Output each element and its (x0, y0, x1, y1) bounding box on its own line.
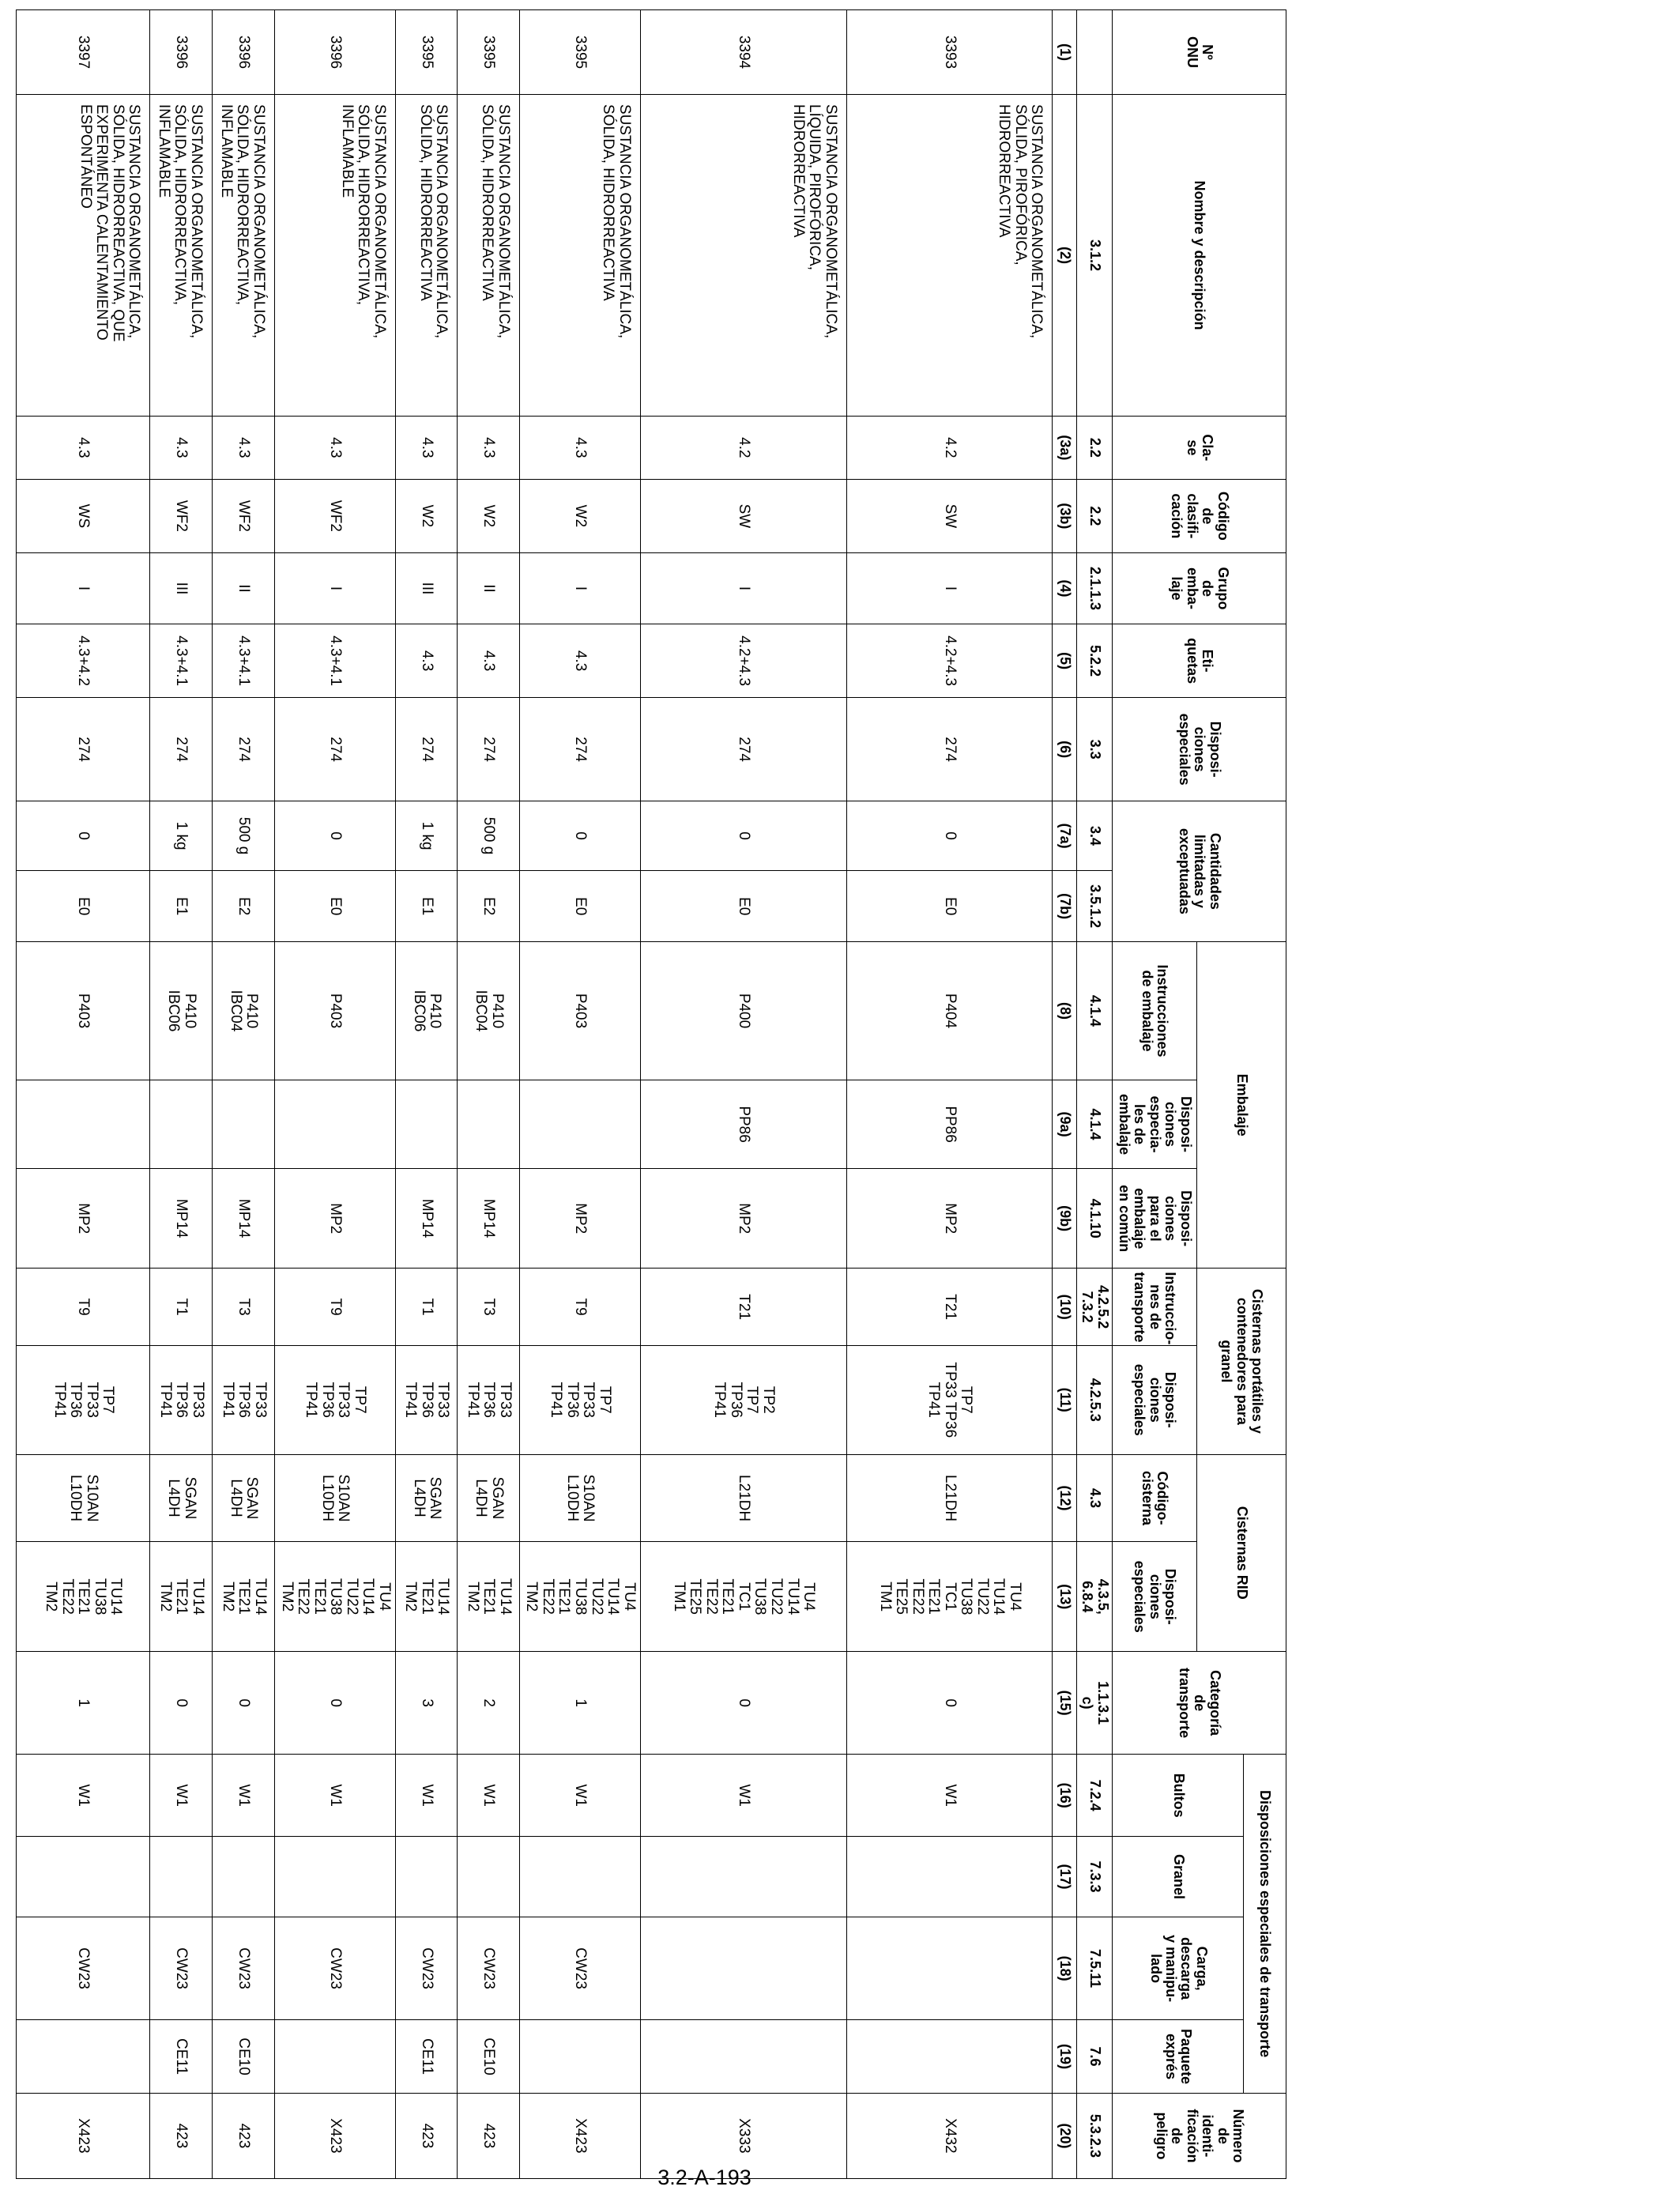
table-cell: 0 (846, 801, 1053, 871)
table-cell (17, 1080, 150, 1169)
table-cell (212, 1080, 274, 1169)
table-cell: E2 (212, 871, 274, 942)
colnum-cell: (6) (1053, 698, 1077, 801)
table-cell (17, 1837, 150, 1917)
table-cell: TU14 TU38 TE21 TE22 TM2 (17, 1542, 150, 1651)
table-cell: T3 (458, 1269, 519, 1346)
table-cell: TP2 TP7 TP36 TP41 (640, 1346, 846, 1454)
colnum-cell: (20) (1053, 2093, 1077, 2178)
table-cell (458, 1080, 519, 1169)
ref-cell: 2.1.1.3 (1077, 553, 1113, 624)
table-cell: E2 (458, 871, 519, 942)
table-row (17, 10, 150, 2179)
table-cell: T9 (274, 1269, 395, 1346)
ref-cell (1077, 10, 1113, 95)
ref-cell: 3.3 (1077, 698, 1113, 801)
table-cell: 4.3 (396, 624, 458, 698)
table-cell: TP7 TP33 TP36 TP41 (17, 1346, 150, 1454)
header-cisternas-portatiles: Cisternas portátiles y contenedores para granel (1196, 1269, 1286, 1454)
table-cell: III (150, 553, 213, 624)
table-cell (458, 1837, 519, 1917)
table-cell: T21 (640, 1269, 846, 1346)
header-carga-descarga: Carga, descarga y manipu- lado (1113, 1917, 1244, 2019)
table-cell: 0 (640, 1651, 846, 1754)
table-cell: CE10 (212, 2020, 274, 2094)
onu-number-cell: 3396 (150, 10, 213, 95)
table-cell: T21 (846, 1269, 1053, 1346)
colnum-cell: (7b) (1053, 871, 1077, 942)
table-cell: 4.3 (274, 417, 395, 479)
table-cell: TP33 TP36 TP41 (212, 1346, 274, 1454)
colnum-cell: (1) (1053, 10, 1077, 95)
table-cell: 423 (150, 2093, 213, 2178)
name-description-cell: SUSTANCIA ORGANOMETÁLICA, SÓLIDA, PIROFÓRICA, HIDRORREACTIVA (846, 94, 1053, 416)
table-cell: MP2 (640, 1169, 846, 1269)
table-cell: 3 (396, 1651, 458, 1754)
table-cell: SW (846, 479, 1053, 553)
table-cell: SGAN L4DH (396, 1454, 458, 1542)
table-cell: W1 (519, 1755, 640, 1837)
table-cell: 0 (274, 801, 395, 871)
table-cell: MP2 (846, 1169, 1053, 1269)
table-cell: I (274, 553, 395, 624)
table-cell: TU4 TU14 TU22 TU38 TE21 TE22 TM2 (519, 1542, 640, 1651)
table-cell: I (519, 553, 640, 624)
header-disp-especiales-embalaje: Disposi- ciones especia- les de embalaje (1113, 1080, 1196, 1169)
table-cell: W1 (274, 1755, 395, 1837)
table-cell (150, 1080, 213, 1169)
table-cell: II (458, 553, 519, 624)
table-cell: W2 (458, 479, 519, 553)
table-cell: P404 (846, 941, 1053, 1080)
table-cell: WF2 (274, 479, 395, 553)
table-cell: 4.3 (150, 417, 213, 479)
table-cell: MP2 (274, 1169, 395, 1269)
table-cell: P410 IBC04 (212, 941, 274, 1080)
table-cell: CW23 (150, 1917, 213, 2019)
table-cell: E0 (640, 871, 846, 942)
table-cell (274, 1080, 395, 1169)
table-cell: L21DH (846, 1454, 1053, 1542)
colnum-cell: (11) (1053, 1346, 1077, 1454)
table-cell: 274 (640, 698, 846, 801)
table-cell: I (640, 553, 846, 624)
header-granel: Granel (1113, 1837, 1244, 1917)
table-cell: T9 (17, 1269, 150, 1346)
table-cell: CW23 (458, 1917, 519, 2019)
table-cell: T1 (396, 1269, 458, 1346)
table-cell: 4.2+4.3 (640, 624, 846, 698)
table-cell: 4.3 (396, 417, 458, 479)
table-cell: TU14 TE21 TM2 (212, 1542, 274, 1651)
table-cell: E0 (274, 871, 395, 942)
table-row (396, 10, 458, 2179)
ref-cell: 4.2.5.2 7.3.2 (1077, 1269, 1113, 1346)
colnum-cell: (19) (1053, 2020, 1077, 2094)
table-row (458, 10, 519, 2179)
colnum-cell: (18) (1053, 1917, 1077, 2019)
table-cell (212, 1837, 274, 1917)
header-disposiciones-especiales: Disposi- ciones especiales (1113, 698, 1286, 801)
ref-cell: 7.6 (1077, 2020, 1113, 2094)
table-cell: 274 (274, 698, 395, 801)
onu-number-cell: 3396 (274, 10, 395, 95)
table-cell: W1 (17, 1755, 150, 1837)
table-cell: 0 (640, 801, 846, 871)
table-row (150, 10, 213, 2179)
table-cell: TU4 TU14 TU22 TU38 TC1 TE21 TE22 TE25 TM1 (846, 1542, 1053, 1651)
header-cantidades: Cantidades limitadas y exceptuadas (1113, 801, 1286, 941)
table-cell: TP7 TP33 TP36 TP41 (846, 1346, 1053, 1454)
header-row-1 (1244, 10, 1286, 2179)
table-cell: CW23 (212, 1917, 274, 2019)
table-cell: 2 (458, 1651, 519, 1754)
table-cell: TU14 TE21 TM2 (458, 1542, 519, 1651)
name-description-cell: SUSTANCIA ORGANOMETÁLICA, SÓLIDA, HIDRORREACTIVA (396, 94, 458, 416)
rotated-table-container (16, 9, 1286, 2179)
ref-cell: 3.4 (1077, 801, 1113, 871)
table-cell: X423 (274, 2093, 395, 2178)
table-cell: PP86 (640, 1080, 846, 1169)
table-cell: 1 (519, 1651, 640, 1754)
table-cell: WF2 (212, 479, 274, 553)
table-cell: 274 (396, 698, 458, 801)
header-paquete-expres: Paquete exprés (1113, 2020, 1244, 2094)
table-cell: WS (17, 479, 150, 553)
name-description-cell: SUSTANCIA ORGANOMETÁLICA, SÓLIDA, HIDRORREACTIVA (458, 94, 519, 416)
table-cell: 274 (150, 698, 213, 801)
name-description-cell: SUSTANCIA ORGANOMETÁLICA, SÓLIDA, HIDRORREACTIVA, INFLAMABLE (274, 94, 395, 416)
table-cell: 0 (212, 1651, 274, 1754)
table-cell: W1 (396, 1755, 458, 1837)
table-cell: E1 (150, 871, 213, 942)
table-cell: T3 (212, 1269, 274, 1346)
table-cell: 0 (846, 1651, 1053, 1754)
table-cell (519, 1080, 640, 1169)
table-cell: 4.3 (17, 417, 150, 479)
ref-cell: 7.5.11 (1077, 1917, 1113, 2019)
header-clase: Cla- se (1113, 417, 1286, 479)
ref-cell: 5.3.2.3 (1077, 2093, 1113, 2178)
table-cell (519, 1837, 640, 1917)
table-cell: 274 (519, 698, 640, 801)
table-cell: 500 g (458, 801, 519, 871)
table-cell: MP2 (519, 1169, 640, 1269)
table-cell: 4.3+4.1 (150, 624, 213, 698)
page-number: 3.2-A-193 (657, 2166, 751, 2189)
table-cell: 1 kg (150, 801, 213, 871)
table-cell: MP2 (17, 1169, 150, 1269)
onu-number-cell: 3396 (212, 10, 274, 95)
header-disp-embalaje-comun: Disposi- ciones para el embalaje en común (1113, 1169, 1196, 1269)
colnum-cell: (15) (1053, 1651, 1077, 1754)
table-cell: T1 (150, 1269, 213, 1346)
table-cell: SGAN L4DH (150, 1454, 213, 1542)
name-description-cell: SUSTANCIA ORGANOMETÁLICA, SÓLIDA, HIDRORREACTIVA, INFLAMABLE (150, 94, 213, 416)
table-cell: 500 g (212, 801, 274, 871)
table-cell: I (846, 553, 1053, 624)
ref-cell: 2.2 (1077, 417, 1113, 479)
table-cell: MP14 (396, 1169, 458, 1269)
table-cell: T9 (519, 1269, 640, 1346)
onu-number-cell: 3397 (17, 10, 150, 95)
table-cell: TU14 TE21 TM2 (396, 1542, 458, 1651)
table-cell: CW23 (519, 1917, 640, 2019)
ref-cell: 4.3 (1077, 1454, 1113, 1542)
table-cell: TU14 TE21 TM2 (150, 1542, 213, 1651)
table-cell: S10AN L10DH (274, 1454, 395, 1542)
table-cell (396, 1080, 458, 1169)
table-cell: TP33 TP36 TP41 (150, 1346, 213, 1454)
header-codigo-cisterna: Código- cisterna (1113, 1454, 1196, 1542)
table-cell: P400 (640, 941, 846, 1080)
table-cell: 4.3 (519, 417, 640, 479)
header-codigo-clasificacion: Código de clasifi- cación (1113, 479, 1286, 553)
table-cell: 274 (17, 698, 150, 801)
table-cell: 0 (274, 1651, 395, 1754)
header-onu: Nº ONU (1113, 10, 1286, 95)
table-cell: 4.3 (458, 624, 519, 698)
table-cell: W1 (150, 1755, 213, 1837)
table-cell: CW23 (274, 1917, 395, 2019)
colnum-cell: (7a) (1053, 801, 1077, 871)
table-cell: CW23 (396, 1917, 458, 2019)
colnum-cell: (9a) (1053, 1080, 1077, 1169)
colnum-cell: (5) (1053, 624, 1077, 698)
table-cell: SW (640, 479, 846, 553)
name-description-cell: SUSTANCIA ORGANOMETÁLICA, SÓLIDA, HIDRORREACTIVA, QUE EXPERIMENTA CALENTAMIENTO ESPONTÁNEO (17, 94, 150, 416)
table-cell: III (396, 553, 458, 624)
table-cell: SGAN L4DH (212, 1454, 274, 1542)
table-cell: WF2 (150, 479, 213, 553)
table-cell: E0 (519, 871, 640, 942)
table-cell: X423 (17, 2093, 150, 2178)
table-cell: P403 (274, 941, 395, 1080)
colnum-cell: (13) (1053, 1542, 1077, 1651)
table-cell (274, 2020, 395, 2094)
table-cell: CE11 (150, 2020, 213, 2094)
table-row (519, 10, 640, 2179)
table-cell: TU4 TU14 TU22 TU38 TE21 TE22 TM2 (274, 1542, 395, 1651)
name-description-cell: SUSTANCIA ORGANOMETÁLICA, LÍQUIDA, PIROFÓRICA, HIDRORREACTIVA (640, 94, 846, 416)
table-cell: 4.2 (846, 417, 1053, 479)
table-cell: E0 (17, 871, 150, 942)
table-cell: E1 (396, 871, 458, 942)
table-cell: 274 (458, 698, 519, 801)
name-description-cell: SUSTANCIA ORGANOMETÁLICA, SÓLIDA, HIDRORREACTIVA, INFLAMABLE (212, 94, 274, 416)
ref-cell: 4.1.4 (1077, 941, 1113, 1080)
header-instrucciones-transporte: Instruccio- nes de transporte (1113, 1269, 1196, 1346)
data-rows (17, 10, 1053, 2179)
ref-cell: 3.1.2 (1077, 94, 1113, 416)
table-cell: E0 (846, 871, 1053, 942)
ref-cell: 3.5.1.2 (1077, 871, 1113, 942)
ref-cell: 4.2.5.3 (1077, 1346, 1113, 1454)
table-cell: 4.3+4.2 (17, 624, 150, 698)
ref-cell: 5.2.2 (1077, 624, 1113, 698)
table-cell: 4.3 (458, 417, 519, 479)
table-cell: S10AN L10DH (519, 1454, 640, 1542)
table-cell: TP33 TP36 TP41 (458, 1346, 519, 1454)
table-cell: S10AN L10DH (17, 1454, 150, 1542)
ref-cell: 4.3.5, 6.8.4 (1077, 1542, 1113, 1651)
table-cell: W1 (458, 1755, 519, 1837)
table-cell (150, 1837, 213, 1917)
ref-cell: 1.1.3.1 c) (1077, 1651, 1113, 1754)
dangerous-goods-table (16, 9, 1286, 2179)
ref-cell: 7.3.3 (1077, 1837, 1113, 1917)
table-cell (274, 1837, 395, 1917)
table-cell (17, 2020, 150, 2094)
colnum-cell: (17) (1053, 1837, 1077, 1917)
ref-cell: 7.2.4 (1077, 1755, 1113, 1837)
onu-number-cell: 3395 (458, 10, 519, 95)
header-disposiciones-transporte: Disposiciones especiales de transporte (1244, 1755, 1286, 2094)
colnum-cell: (16) (1053, 1755, 1077, 1837)
table-cell: 1 (17, 1651, 150, 1754)
column-number-row (1053, 10, 1077, 2179)
table-cell: X423 (519, 2093, 640, 2178)
table-cell: W1 (640, 1755, 846, 1837)
table-cell: 4.3+4.1 (274, 624, 395, 698)
table-cell: 4.3 (519, 624, 640, 698)
header-categoria-transporte: Categoría de transporte (1113, 1651, 1286, 1754)
colnum-cell: (8) (1053, 941, 1077, 1080)
table-cell (640, 2020, 846, 2094)
table-cell: PP86 (846, 1080, 1053, 1169)
colnum-cell: (12) (1053, 1454, 1077, 1542)
table-cell: W1 (212, 1755, 274, 1837)
table-cell: P403 (519, 941, 640, 1080)
table-cell: TU4 TU14 TU22 TU38 TC1 TE21 TE22 TE25 TM1 (640, 1542, 846, 1651)
table-cell: 274 (846, 698, 1053, 801)
header-embalaje: Embalaje (1196, 941, 1286, 1268)
header-disp-especiales-cisternas-portatiles: Disposi- ciones especiales (1113, 1346, 1196, 1454)
header-bultos: Bultos (1113, 1755, 1244, 1837)
header-instrucciones-embalaje: Instrucciones de embalaje (1113, 941, 1196, 1080)
table-cell: 423 (212, 2093, 274, 2178)
colnum-cell: (10) (1053, 1269, 1077, 1346)
table-row (212, 10, 274, 2179)
table-cell: I (17, 553, 150, 624)
colnum-cell: (9b) (1053, 1169, 1077, 1269)
table-cell: P410 IBC06 (396, 941, 458, 1080)
table-cell: 0 (150, 1651, 213, 1754)
ref-cell: 4.1.4 (1077, 1080, 1113, 1169)
table-cell: 423 (396, 2093, 458, 2178)
table-cell (846, 1837, 1053, 1917)
table-cell: 4.3 (212, 417, 274, 479)
name-description-cell: SUSTANCIA ORGANOMETÁLICA, SÓLIDA, HIDRORREACTIVA (519, 94, 640, 416)
table-cell (846, 2020, 1053, 2094)
table-cell (519, 2020, 640, 2094)
table-cell: 1 kg (396, 801, 458, 871)
table-row (274, 10, 395, 2179)
table-cell: 4.2+4.3 (846, 624, 1053, 698)
table-cell: MP14 (212, 1169, 274, 1269)
table-cell: W1 (846, 1755, 1053, 1837)
table-cell: 0 (17, 801, 150, 871)
onu-number-cell: 3394 (640, 10, 846, 95)
table-cell (396, 1837, 458, 1917)
table-cell: P410 IBC06 (150, 941, 213, 1080)
table-cell: TP7 TP33 TP36 TP41 (274, 1346, 395, 1454)
table-row (846, 10, 1053, 2179)
table-cell: 4.2 (640, 417, 846, 479)
table-cell: W2 (396, 479, 458, 553)
table-cell: CE11 (396, 2020, 458, 2094)
header-grupo-embalaje: Grupo de emba- laje (1113, 553, 1286, 624)
table-cell: MP14 (150, 1169, 213, 1269)
header-name: Nombre y descripción (1113, 94, 1286, 416)
table-cell: P403 (17, 941, 150, 1080)
table-cell: 423 (458, 2093, 519, 2178)
table-cell: TP7 TP33 TP36 TP41 (519, 1346, 640, 1454)
table-cell: MP14 (458, 1169, 519, 1269)
onu-number-cell: 3395 (396, 10, 458, 95)
header-etiquetas: Eti- quetas (1113, 624, 1286, 698)
colnum-cell: (4) (1053, 553, 1077, 624)
table-cell: II (212, 553, 274, 624)
ref-cell: 2.2 (1077, 479, 1113, 553)
table-cell: CW23 (17, 1917, 150, 2019)
header-cisternas-rid: Cisternas RID (1196, 1454, 1286, 1651)
table-cell: 274 (212, 698, 274, 801)
table-cell: W2 (519, 479, 640, 553)
table-cell: TP33 TP36 TP41 (396, 1346, 458, 1454)
header-disp-especiales-rid: Disposi- ciones especiales (1113, 1542, 1196, 1651)
table-cell: L21DH (640, 1454, 846, 1542)
table-cell: 0 (519, 801, 640, 871)
ref-cell: 4.1.10 (1077, 1169, 1113, 1269)
table-cell: P410 IBC04 (458, 941, 519, 1080)
table-cell (640, 1837, 846, 1917)
table-cell: 4.3+4.1 (212, 624, 274, 698)
header-numero-peligro: Número de identi- ficación de peligro (1113, 2093, 1286, 2178)
table-cell (846, 1917, 1053, 2019)
colnum-cell: (3b) (1053, 479, 1077, 553)
table-row (640, 10, 846, 2179)
table-cell: X333 (640, 2093, 846, 2178)
reference-row (1077, 10, 1113, 2179)
table-cell: X432 (846, 2093, 1053, 2178)
table-cell (640, 1917, 846, 2019)
onu-number-cell: 3395 (519, 10, 640, 95)
onu-number-cell: 3393 (846, 10, 1053, 95)
colnum-cell: (3a) (1053, 417, 1077, 479)
table-cell: CE10 (458, 2020, 519, 2094)
table-cell: SGAN L4DH (458, 1454, 519, 1542)
colnum-cell: (2) (1053, 94, 1077, 416)
